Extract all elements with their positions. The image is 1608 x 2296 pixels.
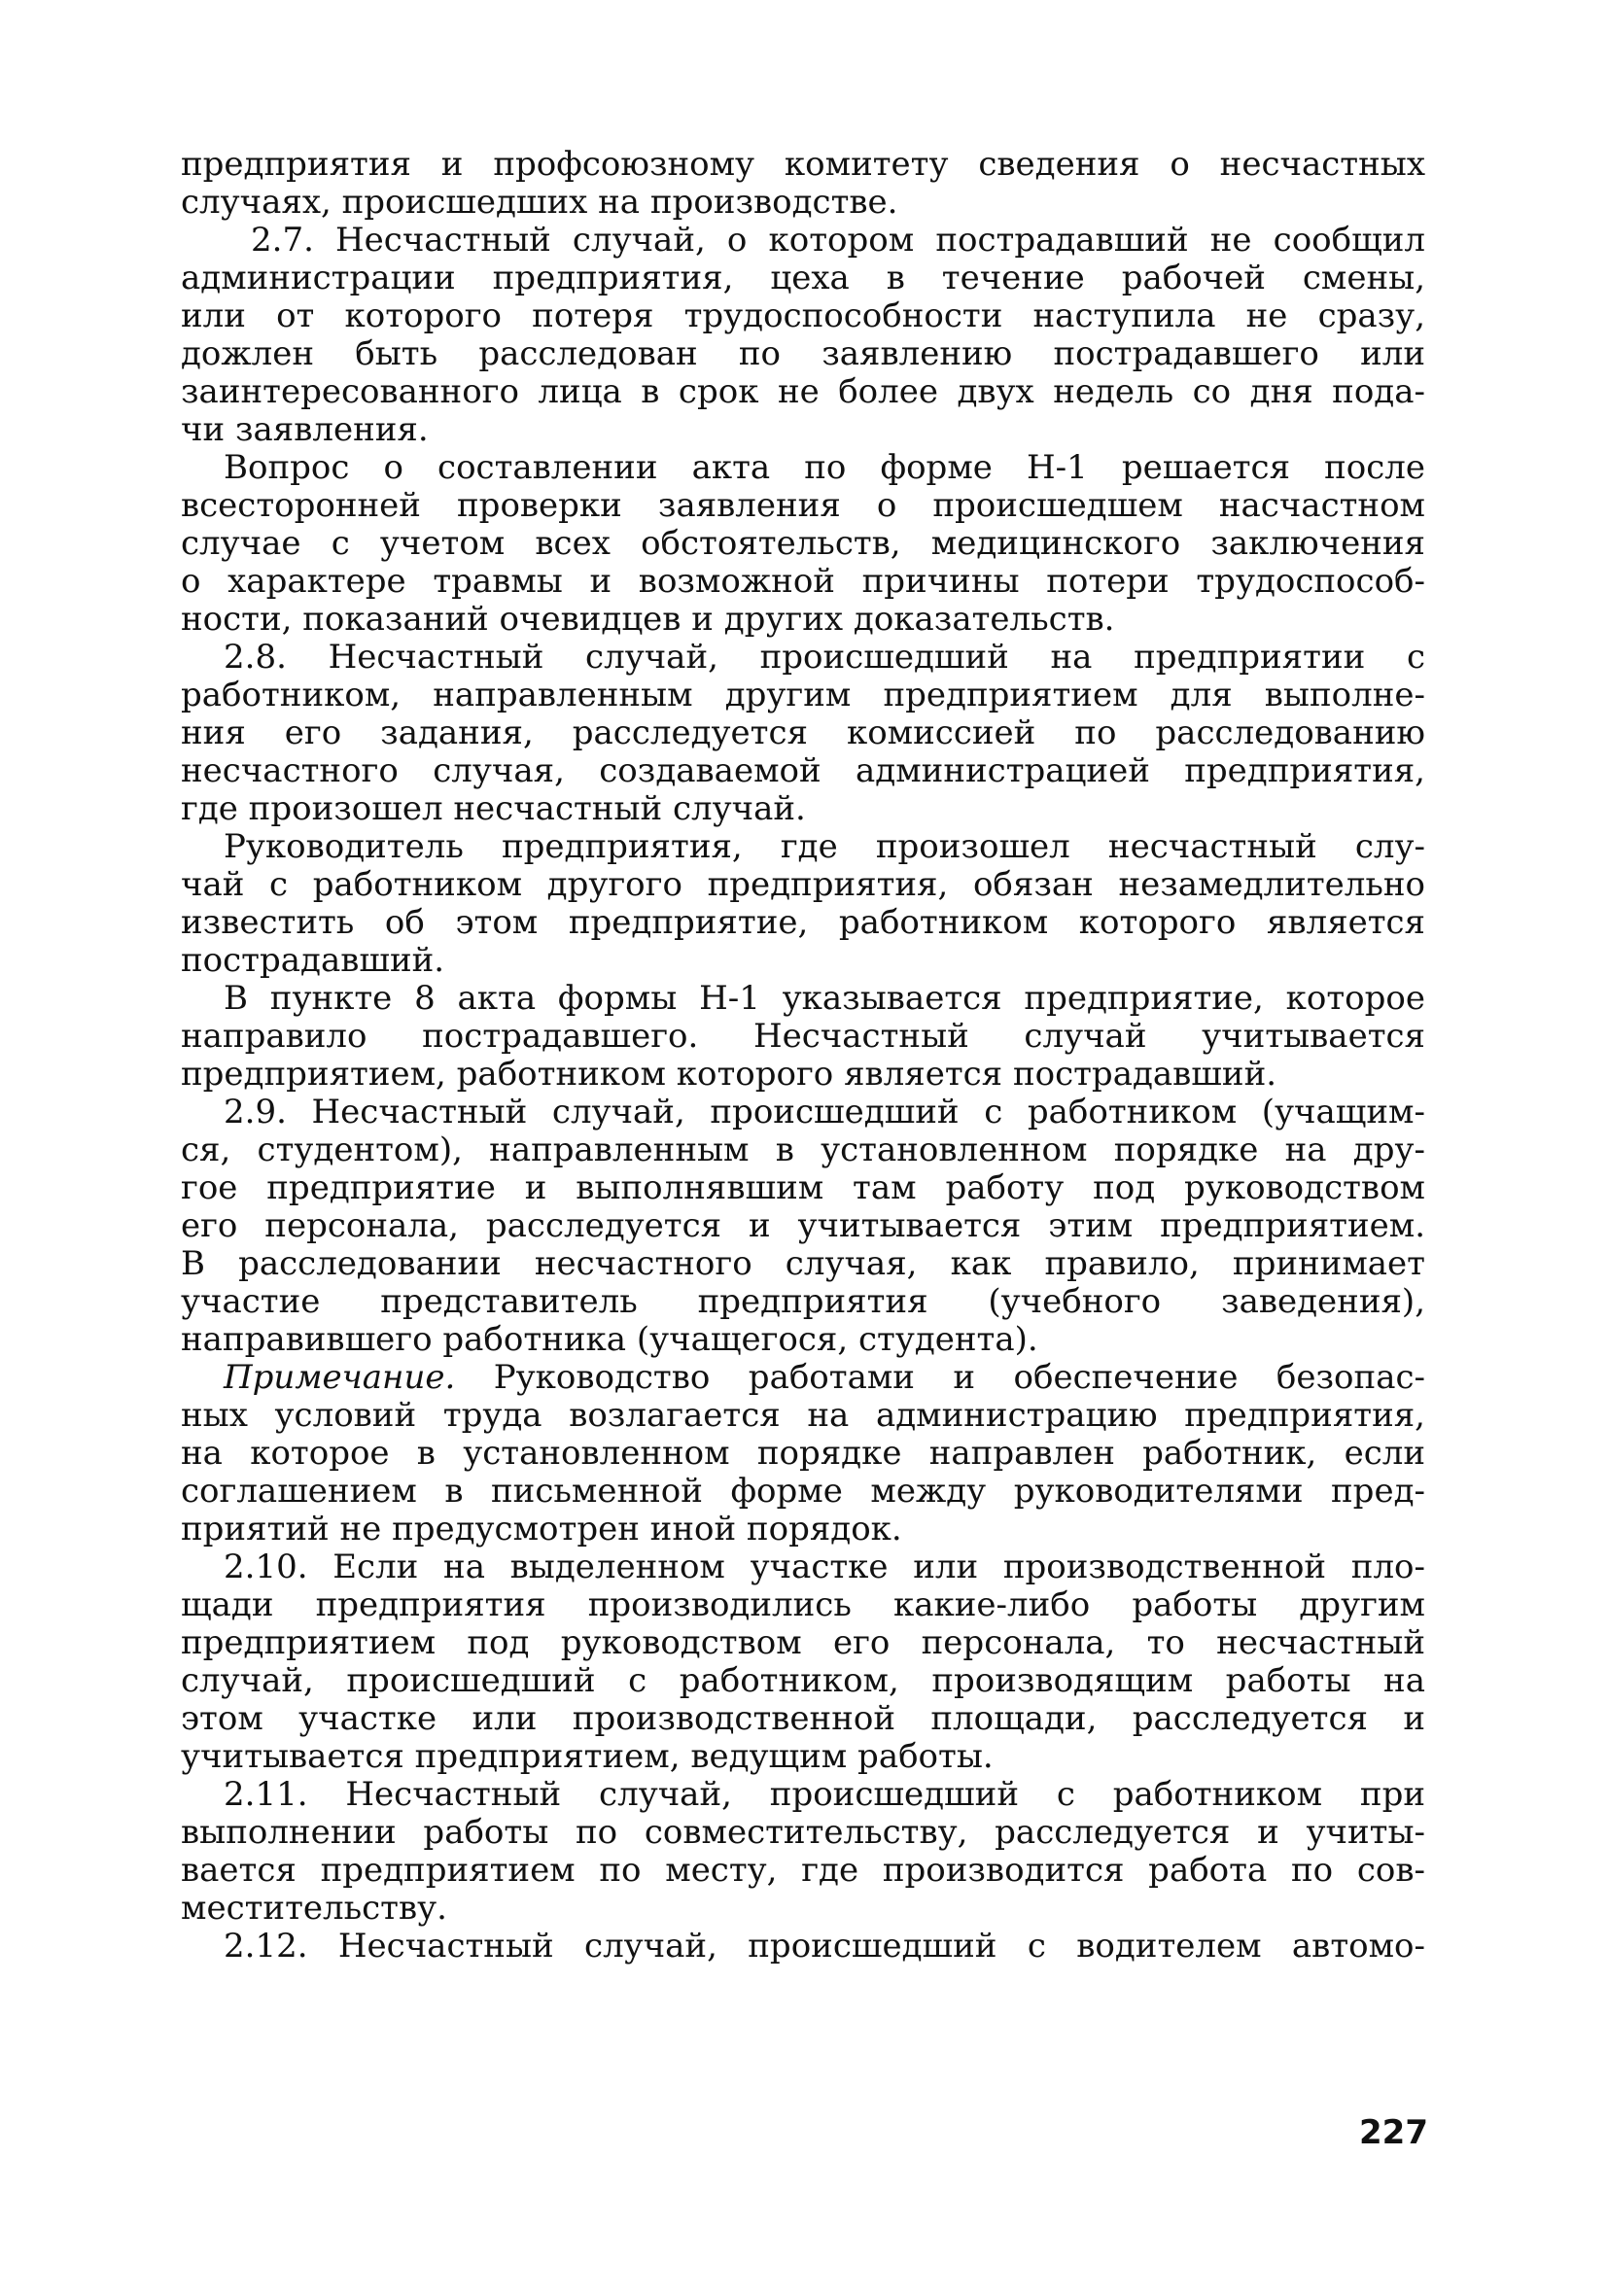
note-text: Руководство работами и обеспечение безопас- (493, 1358, 1425, 1397)
text-line: вается предприятием по месту, где производится работа по сов- (181, 1851, 1425, 1890)
text-line: щади предприятия производились какие-либо работы другим (181, 1585, 1425, 1624)
text-line: ния его задания, расследуется комиссией по расследованию (181, 713, 1425, 752)
text-line: этом участке или производственной площади, расследуется и (181, 1699, 1425, 1738)
text-line: о характере травмы и возможной причины потери трудоспособ- (181, 562, 1425, 601)
paragraph-2-11-start: 2.11. Несчастный случай, происшедший с работником при (224, 1775, 1425, 1814)
text-line: всесторонней проверки заявления о происшедшем насчастном (181, 486, 1425, 525)
text-line: В расследовании несчастного случая, как правило, принимает (181, 1244, 1425, 1283)
text-line: чай с работником другого предприятия, обязан незамедлительно (181, 865, 1425, 904)
text-line: предприятием, работником которого является пострадавший. (181, 1055, 1277, 1094)
text-line: участие представитель предприятия (учебного заведения), (181, 1282, 1425, 1321)
paragraph-start: Руководитель предприятия, где произошел несчастный слу- (224, 827, 1425, 866)
text-line: случае с учетом всех обстоятельств, медицинского заключения (181, 524, 1425, 563)
text-line: заинтересованного лица в срок не более двух недель со дня пода- (181, 372, 1425, 411)
text-line: пострадавший. (181, 941, 445, 980)
text-line: ности, показаний очевидцев и других доказательств. (181, 600, 1115, 639)
text-line: направившего работника (учащегося, студента). (181, 1320, 1038, 1359)
paragraph-2-8-start: 2.8. Несчастный случай, происшедший на предприятии с (224, 638, 1425, 677)
text-line: где произошел несчастный случай. (181, 789, 806, 828)
note-label: Примечание. (224, 1358, 456, 1397)
text-line: администрации предприятия, цеха в течение рабочей смены, (181, 259, 1425, 297)
text-line: гое предприятие и выполнявшим там работу под руководством (181, 1168, 1425, 1207)
paragraph-2-9-start: 2.9. Несчастный случай, происшедший с работником (учащим- (224, 1093, 1425, 1131)
text-line: учитывается предприятием, ведущим работы. (181, 1737, 994, 1776)
note-line (181, 1359, 1425, 1397)
text-line: работником, направленным другим предприятием для выполне- (181, 676, 1425, 714)
paragraph-start: Вопрос о составлении акта по форме Н-1 решается после (224, 448, 1425, 487)
text-line: ся, студентом), направленным в установленном порядке на дру- (181, 1131, 1425, 1169)
text-line: местительству. (181, 1889, 447, 1928)
text-line: известить об этом предприятие, работником которого является (181, 903, 1425, 942)
text-line: приятий не предусмотрен иной порядок. (181, 1510, 902, 1548)
text-line: предприятия и профсоюзному комитету сведения о несчастных (181, 145, 1425, 184)
text-line: случаях, происшедших на производстве. (181, 183, 898, 222)
text-line: выполнении работы по совместительству, расследуется и учиты- (181, 1813, 1425, 1852)
text-line: на которое в установленном порядке направлен работник, если (181, 1434, 1425, 1473)
page-number: 227 (1359, 2113, 1428, 2152)
text-line: направило пострадавшего. Несчастный случай учитывается (181, 1017, 1425, 1056)
paragraph-start: В пункте 8 акта формы Н-1 указывается предприятие, которое (224, 979, 1425, 1018)
paragraph-2-10-start: 2.10. Если на выделенном участке или производственной пло- (224, 1548, 1425, 1586)
text-line: дожлен быть расследован по заявлению пострадавшего или (181, 334, 1425, 373)
text-line: соглашением в письменной форме между руководителями пред- (181, 1472, 1425, 1511)
text-line: ных условий труда возлагается на администрацию предприятия, (181, 1396, 1425, 1435)
text-line: чи заявления. (181, 410, 429, 449)
text-line: случай, происшедший с работником, производящим работы на (181, 1661, 1425, 1700)
body-text (181, 146, 1425, 1966)
paragraph-2-7-start: 2.7. Несчастный случай, о котором пострадавший не сообщил (251, 221, 1425, 260)
text-line: предприятием под руководством его персонала, то несчастный (181, 1623, 1425, 1662)
paragraph-2-12-start: 2.12. Несчастный случай, происшедший с водителем автомо- (224, 1927, 1425, 1966)
text-line: несчастного случая, создаваемой администрацией предприятия, (181, 751, 1425, 790)
text-line: его персонала, расследуется и учитывается этим предприятием. (181, 1206, 1425, 1245)
text-line: или от которого потеря трудоспособности наступила не сразу, (181, 296, 1425, 335)
